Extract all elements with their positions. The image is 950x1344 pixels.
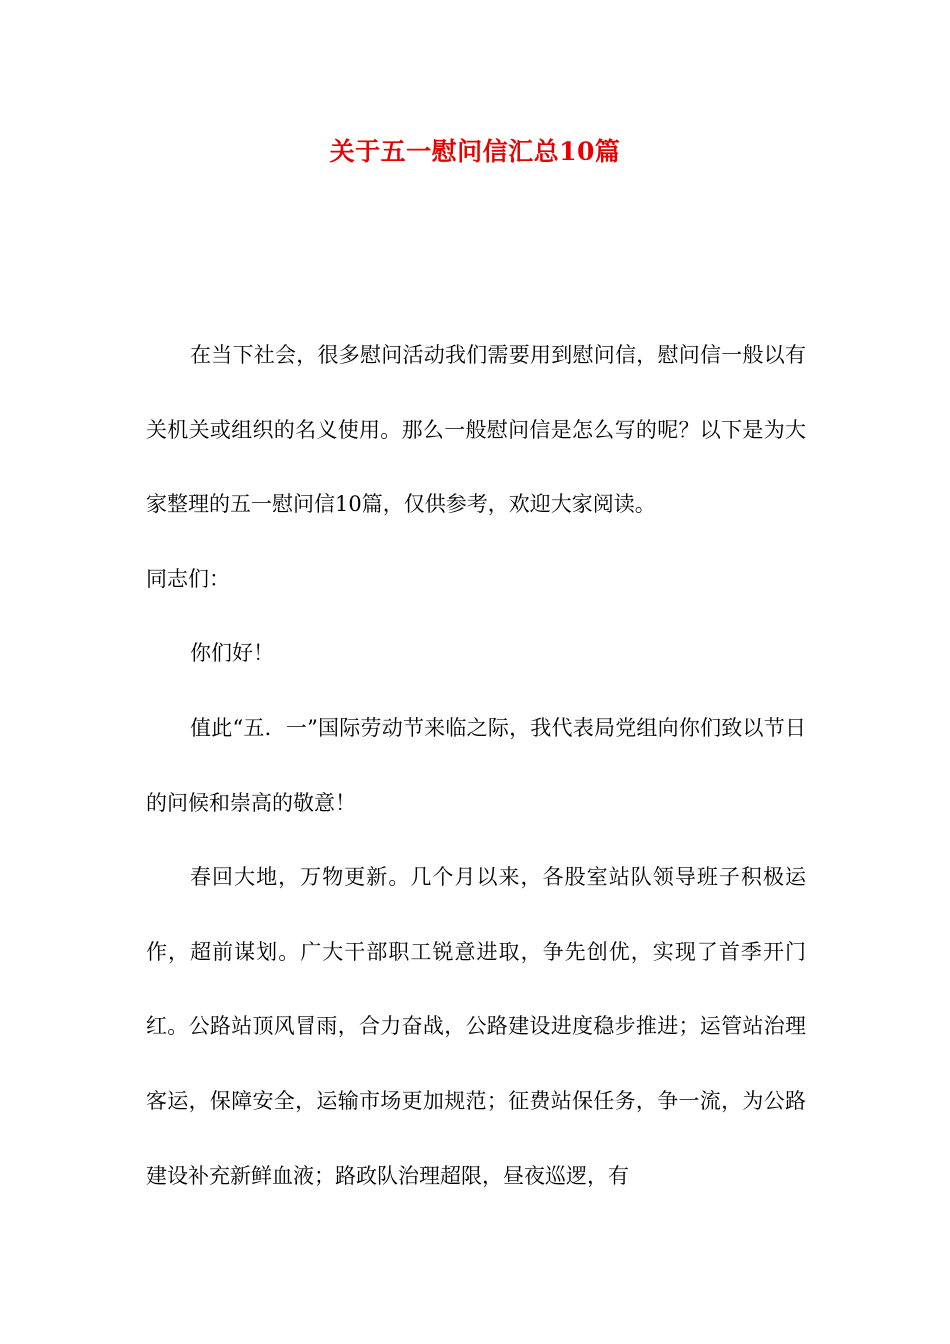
paragraph-salutation: 同志们：	[146, 566, 230, 591]
paragraph-intro: 在当下社会，很多慰问活动我们需要用到慰问信，慰问信一般以有关机关或组织的名义使用。那么一般慰问信是怎么写的呢？以下是为大家整理的五一慰问信10篇，仅供参考，欢迎大家阅读。	[146, 343, 806, 517]
document-body	[146, 318, 806, 1213]
paragraph-greeting: 你们好！	[190, 641, 274, 666]
document-title: 关于五一慰问信汇总10篇	[329, 137, 621, 166]
paragraph-holiday-wishes: 值此“五．一”国际劳动节来临之际，我代表局党组向你们致以节日的问候和崇高的敬意！	[146, 715, 806, 815]
paragraph-achievements: 春回大地，万物更新。几个月以来，各股室站队领导班子积极运作，超前谋划。广大干部职工锐意进取，争先创优，实现了首季开门红。公路站顶风冒雨，合力奋战，公路建设进度稳步推进；运管站治理客运，保障安全，运输市场更加规范；征费站保任务，争一流，为公路建设补充新鲜血液；路政队治理超限，昼夜巡逻，有	[146, 865, 806, 1188]
